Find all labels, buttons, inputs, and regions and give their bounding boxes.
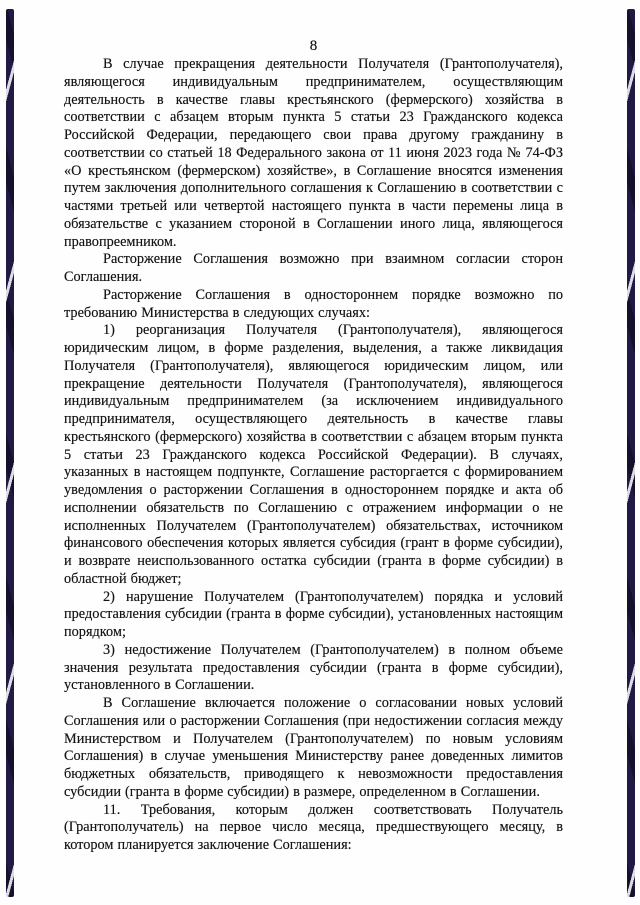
- page-content: [64, 37, 563, 855]
- paragraph-case-2-violation: 2) нарушение Получателем (Грантополучателем) порядка и условий предоставления субсидии (гранта в форме субсидии), установленных настоящим порядком;: [64, 588, 563, 640]
- paragraph-unilateral-termination-intro: Расторжение Соглашения в одностороннем порядке возможно по требованию Министерства в следующих случаях:: [64, 286, 563, 321]
- scan-edge-artifact-right: [627, 9, 635, 897]
- page-number: 8: [309, 38, 318, 54]
- scan-edge-artifact-left: [6, 9, 14, 897]
- paragraph-termination-of-activity: В случае прекращения деятельности Получателя (Грантополучателя), являющегося индивидуальным предпринимателем, осуществляющим деятельность в качестве главы крестьянского (фермерского) хозяйства в соответствии с абзацем вторым пункта 5 статьи 23 Гражданского кодекса Российской Федерации, передающего свои права другому гражданину в соответствии со статьей 18 Федерального закона от 11 июня 2023 года № 74-ФЗ «О крестьянском (фермерском) хозяйстве», в Соглашение вносятся изменения путем заключения дополнительного соглашения к Соглашению в соответствии с частями третьей или четвертой настоящего пункта в части перемены лица в обязательстве с указанием стороной в Соглашении иного лица, являющегося правопреемником.: [64, 56, 563, 250]
- paragraph-mutual-consent-termination: Расторжение Соглашения возможно при взаимном согласии сторон Соглашения.: [64, 251, 563, 285]
- paragraph-case-3-non-achievement: 3) недостижение Получателем (Грантополучателем) в полном объеме значения результата предоставления субсидии (гранта в форме субсидии), установленного в Соглашении.: [64, 641, 563, 694]
- paragraph-new-terms-clause: В Соглашение включается положение о согласовании новых условий Соглашения или о расторжении Соглашения (при недостижении согласия между Министерством и Получателем (Грантополучателем) по новым условиям Соглашения) в случае уменьшения Министерству ранее доведенных лимитов бюджетных обязательств, приводящего к невозможности предоставления субсидии (гранта в форме субсидии) в размере, определенном в Соглашении.: [64, 695, 563, 800]
- paragraph-item-11-requirements: 11. Требования, которым должен соответствовать Получатель (Грантополучатель) на первое число месяца, предшествующего месяцу, в котором планируется заключение Соглашения:: [64, 801, 563, 853]
- paragraph-case-1-reorganization: 1) реорганизация Получателя (Грантополучателя), являющегося юридическим лицом, в форме разделения, выделения, а также ликвидация Получателя (Грантополучателя), являющегося юридическим лицом, или прекращение деятельности Получателя (Грантополучателя), являющегося индивидуальным предпринимателем (за исключением индивидуального предпринимателя, осуществляющего деятельность в качестве главы крестьянского (фермерского) хозяйства в соответствии с абзацем вторым пункта 5 статьи 23 Гражданского кодекса Российской Федерации). В случаях, указанных в настоящем подпункте, Соглашение расторгается с формированием уведомления о расторжении Соглашения в одностороннем порядке и акта об исполнении обязательств по Соглашению с отражением информации о не исполненных Получателем (Грантополучателем) обязательствах, источником финансового обеспечения которых является субсидия (грант в форме субсидии), и возврате неиспользованного остатка субсидии (гранта в форме субсидии) в областной бюджет;: [64, 322, 563, 587]
